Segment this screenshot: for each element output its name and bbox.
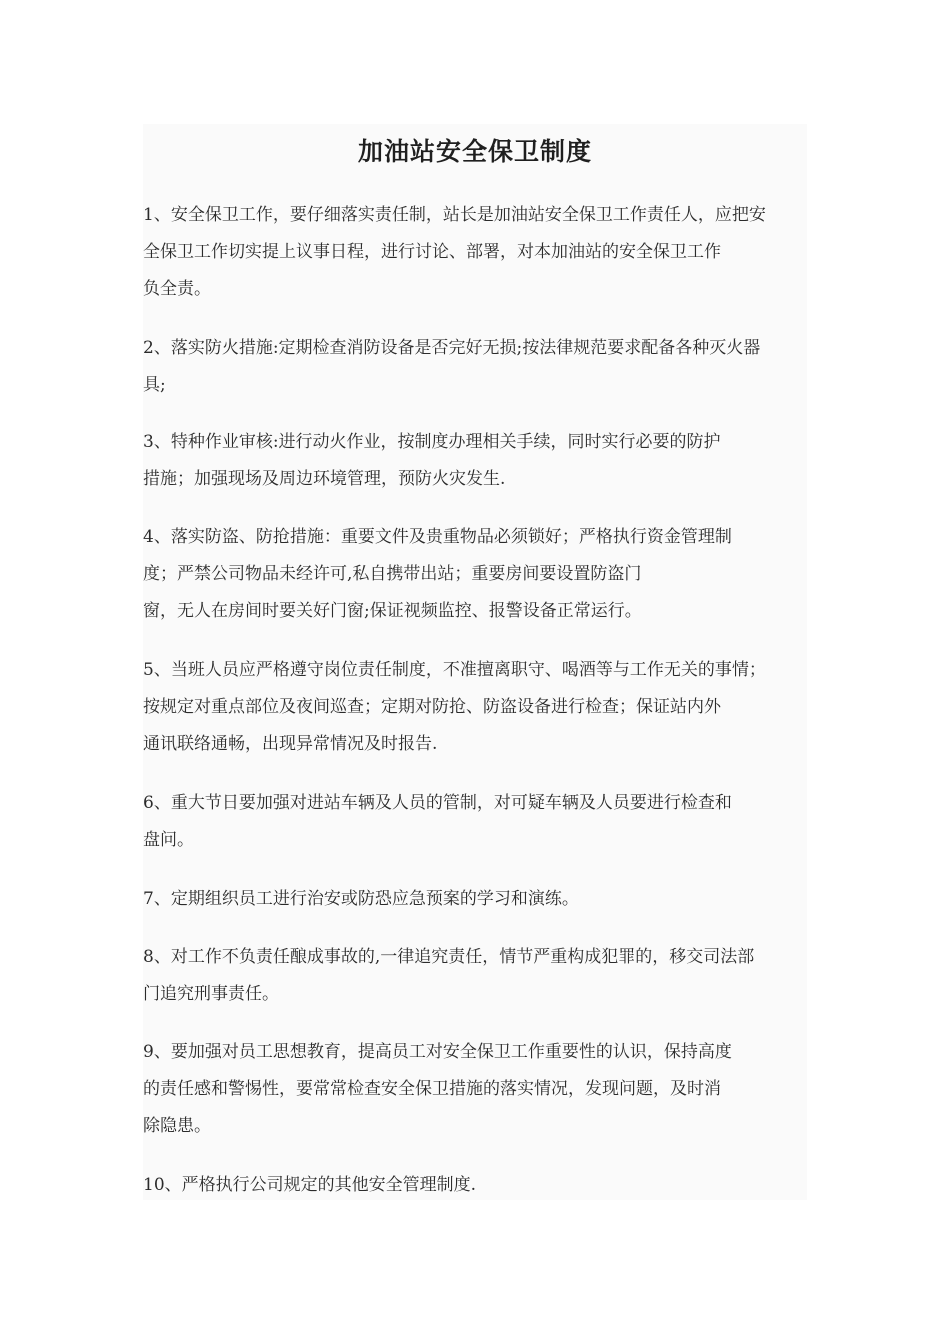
clause-line: 负全责。 [143,279,211,299]
clause-5 [143,652,807,763]
clause-line: 7、定期组织员工进行治安或防恐应急预案的学习和演练。 [143,889,579,909]
clause-line: 10、严格执行公司规定的其他安全管理制度. [143,1175,477,1195]
clause-line: 9、要加强对员工思想教育，提高员工对安全保卫工作重要性的认识，保持高度 [143,1042,732,1062]
clause-line: 的责任感和警惕性，要常常检查安全保卫措施的落实情况，发现问题，及时消 [143,1079,721,1099]
clause-line: 度；严禁公司物品未经许可,私自携带出站；重要房间要设置防盗门 [143,564,642,584]
clause-9 [143,1034,807,1145]
clause-line: 全保卫工作切实提上议事日程，进行讨论、部署，对本加油站的安全保卫工作 [143,242,721,262]
clause-6 [143,785,807,859]
clause-3 [143,424,807,498]
clause-line: 具; [143,375,166,395]
clause-4 [143,519,807,630]
clause-2 [143,330,807,404]
clause-line: 2、落实防火措施:定期检查消防设备是否完好无损;按法律规范要求配备各种灭火器 [143,338,761,358]
clause-1 [143,197,807,308]
clause-10 [143,1167,807,1204]
clause-line: 除隐患。 [143,1116,211,1136]
clause-8 [143,939,807,1013]
clause-line: 5、当班人员应严格遵守岗位责任制度，不准擅离职守、喝酒等与工作无关的事情； [143,660,766,680]
clause-7 [143,881,807,918]
clause-line: 3、特种作业审核:进行动火作业，按制度办理相关手续，同时实行必要的防护 [143,432,721,452]
clause-line: 1、安全保卫工作，要仔细落实责任制，站长是加油站安全保卫工作责任人，应把安 [143,205,766,225]
clause-line: 8、对工作不负责任酿成事故的,一律追究责任，情节严重构成犯罪的，移交司法部 [143,947,755,967]
document-title: 加油站安全保卫制度 [357,137,592,166]
clause-line: 按规定对重点部位及夜间巡查；定期对防抢、防盗设备进行检查；保证站内外 [143,697,721,717]
clause-line: 措施；加强现场及周边环境管理，预防火灾发生. [143,469,506,489]
clause-line: 门追究刑事责任。 [143,984,279,1004]
clause-line: 窗，无人在房间时要关好门窗;保证视频监控、报警设备正常运行。 [143,601,642,621]
clause-line: 6、重大节日要加强对进站车辆及人员的管制，对可疑车辆及人员要进行检查和 [143,793,732,813]
clause-line: 通讯联络通畅，出现异常情况及时报告. [143,734,438,754]
clause-line: 盘问。 [143,830,194,850]
clause-line: 4、落实防盗、防抢措施：重要文件及贵重物品必须锁好；严格执行资金管理制 [143,527,732,547]
